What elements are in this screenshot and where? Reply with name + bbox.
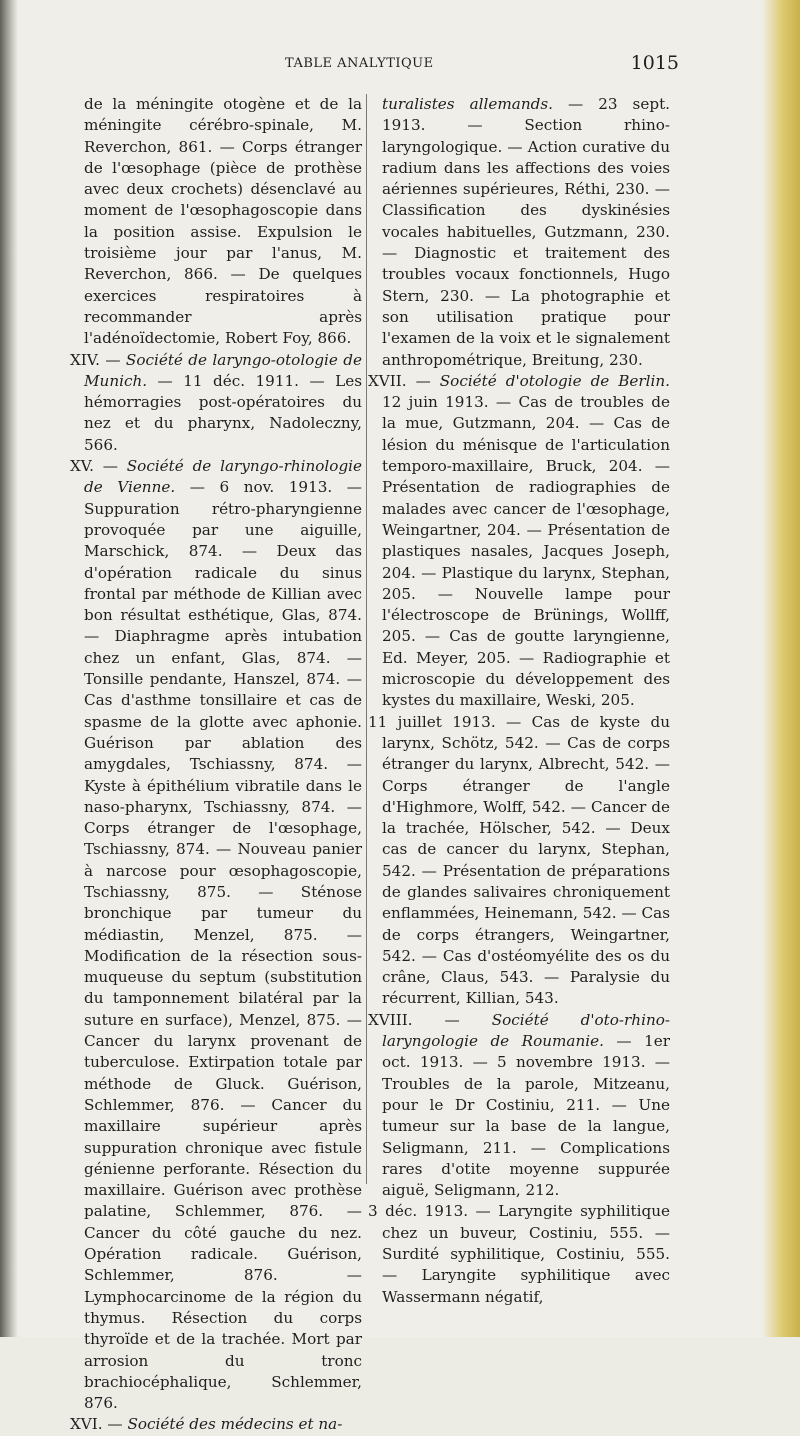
entry-text: — 6 nov. 1913. — Suppuration rétro-pharyngienne provoquée par une aiguille, Marschick, 874. — Deux das d'opération radicale du sinus frontal par méthode de Killian avec bon résultat esthétique, Glas, 874. — Diaphragme après intubation chez un enfant, Glas, 874. — Tonsille pendante, Hanszel, 874. — Cas d'asthme tonsillaire et cas de spasme de la glotte avec aphonie. Guérison par ablation des amygdales, Tschiassny, 874. — Kyste à épithélium vibratile dans le naso-pharynx, Tschiassny, 874. — Corps étranger de l'œsophage, Tschiassny, 874. — Nouveau panier à narcose pour œsophagoscopie, Tschiassny, 875. — Sténose bronchique par tumeur du médiastin, Menzel, 875. — Modification de la résection sous-muqueuse du septum (substitution du tamponnement bilatéral par la suture en surface), Menzel, 875. — Cancer du larynx provenant de tuberculose. Extirpation totale par méthode de Gluck. Guérison, Schlemmer, 876. — Cancer du maxillaire supérieur après suppuration chronique avec fistule génienne perforante. Résection du maxillaire. Guérison avec prothèse palatine, Schlemmer, 876. — Cancer du côté gauche du nez. Opération radicale. Guérison, Schlemmer, 876. — Lymphocarcinome de la région du thymus. Résection du corps thyroïde et de la trachée. Mort par arrosion du tronc brachiocéphalique, Schlemmer, 876.: [84, 478, 362, 1413]
society-entry-xv: [70, 456, 362, 1414]
entry-numeral: XVI. —: [70, 1415, 128, 1434]
left-column: [70, 94, 362, 1436]
society-name: Société de laryngo-otologie de Munich.: [84, 350, 362, 390]
entry-text: — 23 sept. 1913. — Section rhino-laryngologique. — Action curative du radium dans les affections des voies aériennes supérieures, Réthi, 230. — Classification des dyskinésies vocales habituelles, Gutzmann, 230. — Diagnostic et traitement des troubles vocaux fonctionnels, Hugo Stern, 230. — La photographie et son utilisation pratique pour l'examen de la voix et le signalement anthropométrique, Breitung, 230.: [382, 95, 670, 369]
paragraph-continuation: [368, 94, 670, 371]
entry-text: — 11 déc. 1911. — Les hémorragies post-opératoires du nez et du pharynx, Nadoleczny, 566.: [84, 371, 362, 454]
society-entry-xiv: [70, 350, 362, 456]
entry-text: 12 juin 1913. — Cas de troubles de la mue, Gutzmann, 204. — Cas de lésion du ménisque de l'articulation temporo-maxillaire, Bruck, 204. — Présentation de radiographies de malades avec cancer de l'œsophage, Weingartner, 204. — Présentation de plastiques nasales, Jacques Joseph, 204. — Plastique du larynx, Stephan, 205. — Nouvelle lampe pour l'électroscope de Brünings, Wollff, 205. — Cas de goutte laryngienne, Ed. Meyer, 205. — Radiographie et microscopie du développement des kystes du maxillaire, Weski, 205.: [382, 393, 670, 710]
society-entry-xviii: [368, 1010, 670, 1202]
entry-text: — 1er oct. 1913. — 5 novembre 1913. — Troubles de la parole, Mitzeanu, pour le Dr Costiniu, 211. — Une tumeur sur la base de la langue, Seligmann, 211. — Complications rares d'otite moyenne suppurée aiguë, Seligmann, 212.: [382, 1032, 670, 1200]
society-entry-xvi: [70, 1414, 362, 1435]
right-column: [368, 94, 670, 1308]
entry-numeral: XVIII. —: [368, 1010, 492, 1029]
entry-numeral: XVII. —: [368, 371, 440, 390]
entry-text: 11 juillet 1913. — Cas de kyste du larynx, Schötz, 542. — Cas de corps étranger du larynx, Albrecht, 542. — Corps étranger de l'angle d'Highmore, Wolff, 542. — Cancer de la trachée, Hölscher, 542. — Deux cas de cancer du larynx, Stephan, 542. — Présentation de préparations de glandes salivaires chroniquement enflammées, Heinemann, 542. — Cas de corps étrangers, Weingartner, 542. — Cas d'ostéomyélite des os du crâne, Claus, 543. — Paralysie du récurrent, Killian, 543.: [368, 712, 670, 1008]
society-name: Société de laryngo-rhinologie de Vienne.: [84, 457, 363, 497]
society-name: Société des médecins et na-: [127, 1415, 343, 1434]
entry-numeral: XIV. —: [70, 350, 126, 369]
entry-text: 3 déc. 1913. — Laryngite syphilitique chez un buveur, Costiniu, 555. — Surdité syphilitique, Costiniu, 555. — Laryngite syphilitique avec Wassermann négatif,: [368, 1202, 670, 1306]
running-title: TABLE ANALYTIQUE: [285, 56, 434, 71]
paragraph-continuation: de la méningite otogène et de la méningite cérébro-spinale, M. Reverchon, 861. — Corps étranger de l'œsophage (pièce de prothèse avec deux crochets) désenclavé au moment de l'œsophagoscopie dans la position assise. Expulsion le troisième jour par l'anus, M. Reverchon, 866. — De quelques exercices respiratoires à recommander après l'adénoïdectomie, Robert Foy, 866.: [84, 95, 362, 348]
entry-numeral: XV. —: [70, 457, 127, 476]
page-header: [65, 52, 687, 76]
page-number: 1015: [630, 52, 679, 74]
session-entry-july: [368, 712, 670, 1010]
society-name: Société d'otologie de Berlin.: [439, 371, 670, 390]
session-entry-december: [368, 1201, 670, 1307]
society-name: Société d'oto-rhino-laryngologie de Roumanie.: [382, 1010, 670, 1051]
society-entry-xvii: [368, 371, 670, 712]
society-name: turalistes allemands.: [382, 95, 553, 113]
column-divider: [366, 94, 367, 1184]
